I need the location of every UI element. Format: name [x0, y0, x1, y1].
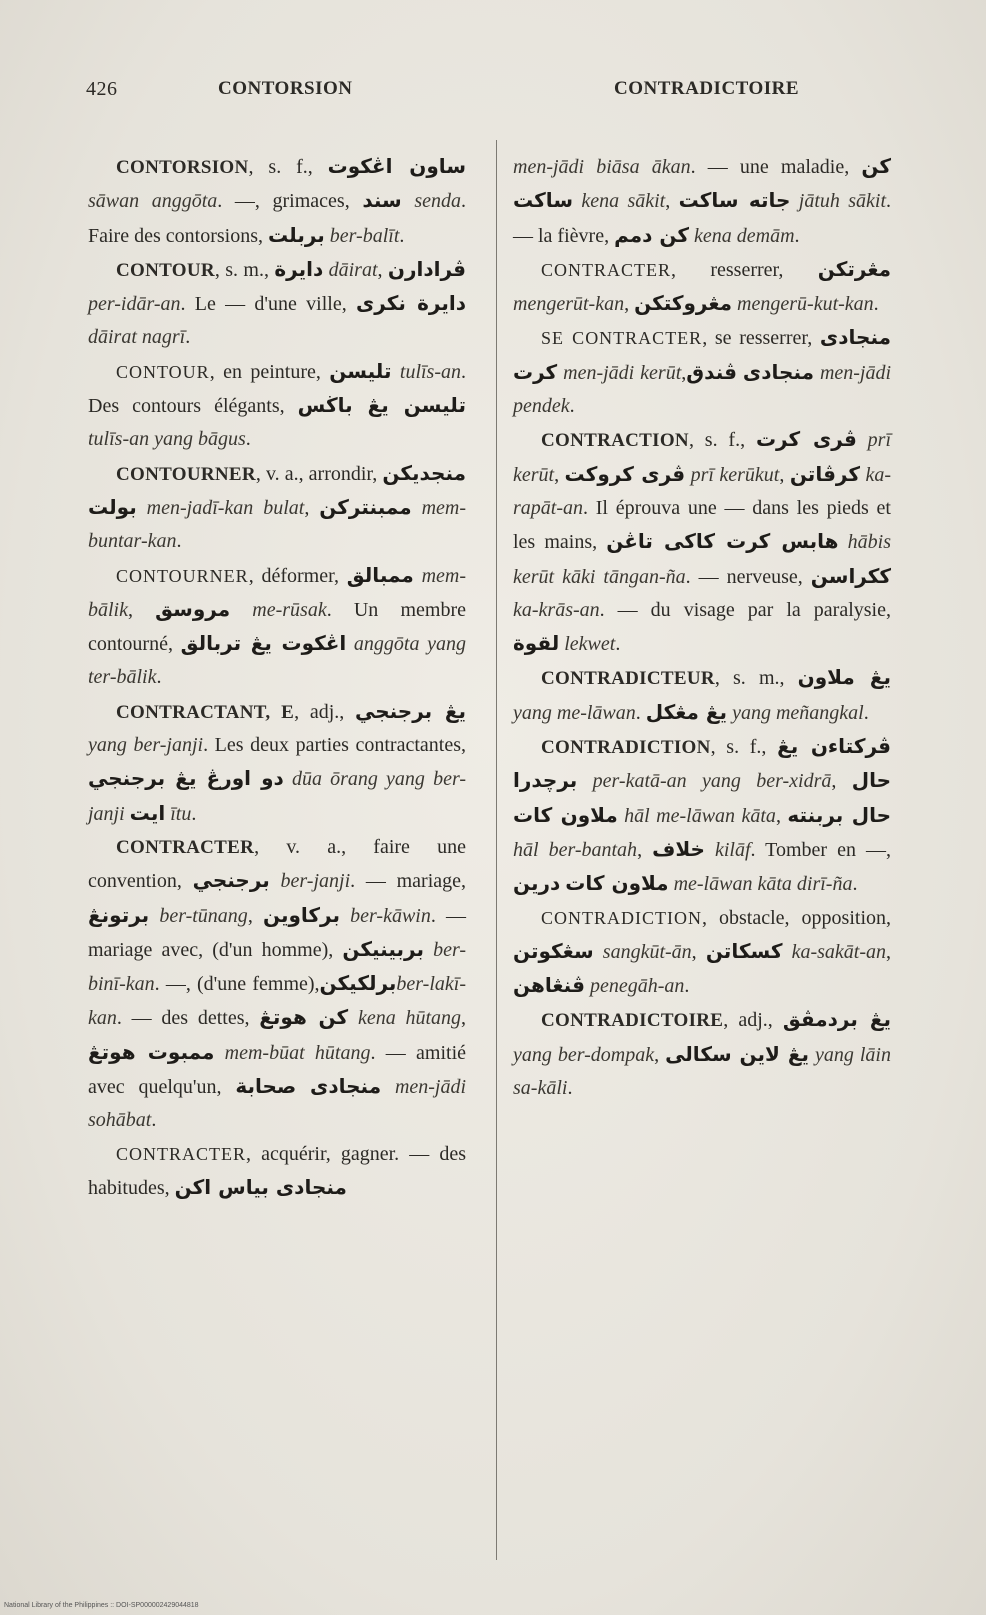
entry-text: ,	[831, 770, 852, 793]
transliteration: ber-kāwin	[350, 904, 431, 927]
transliteration: men-jādi pendek	[513, 361, 892, 418]
entry-text	[284, 768, 292, 790]
entry-text: ,	[637, 838, 653, 861]
jawi-text: تليسن يڠ باڬس	[297, 393, 466, 418]
entry-headword: CONTOURNER	[116, 463, 256, 485]
jawi-text: کسکاتن	[705, 938, 783, 963]
jawi-text: برلکيکن	[319, 971, 397, 996]
jawi-text: ايت	[129, 800, 166, 825]
transliteration: mem-būat hūtang	[224, 1041, 371, 1064]
entry-text: , adj.,	[723, 1009, 783, 1032]
transliteration: yang lāin sa-kāli	[513, 1043, 891, 1100]
dictionary-entry	[513, 661, 891, 730]
jawi-text: سڠکوتن	[513, 938, 594, 963]
entry-text: , v. a., arrondir,	[255, 462, 383, 485]
transliteration: mem-buntar-kan	[88, 496, 467, 553]
jawi-text: ڤنڠاهن	[513, 973, 585, 998]
entry-text: . Le — d'une ville,	[180, 293, 356, 316]
entry-text: , obstacle, opposition,	[702, 906, 891, 929]
entry-headword: CONTRACTANT, E	[116, 701, 295, 723]
transliteration: men-jādi sohābat	[88, 1076, 467, 1132]
jawi-text: دايرة نکری	[355, 291, 466, 316]
entry-subheadword: CONTRACTER	[541, 259, 672, 280]
dictionary-entry	[513, 150, 891, 253]
transliteration: ka-krās-an	[513, 598, 600, 621]
entry-text: .	[176, 530, 182, 553]
column-divider	[496, 140, 497, 1560]
entry-text: . Des contours élégants,	[88, 360, 467, 418]
jawi-text: ڤرکتاءن يڠ	[777, 734, 891, 759]
entry-text	[424, 939, 433, 961]
jawi-text: ڤرادارن	[387, 256, 466, 281]
jawi-text: يڠ لاين سکالی	[665, 1041, 810, 1066]
transliteration: senda	[414, 190, 462, 213]
entry-text: .	[569, 395, 575, 418]
entry-text: . Un membre contourné,	[88, 598, 466, 656]
jawi-text: کرڤاتن	[789, 461, 860, 486]
dictionary-entry	[88, 150, 466, 253]
entry-text: ,	[554, 463, 565, 486]
entry-text	[839, 531, 848, 553]
entry-text	[340, 905, 350, 927]
transliteration: per-katā-an yang ber-xidrā	[592, 770, 832, 793]
jawi-text: بربينيکن	[342, 936, 424, 961]
entry-text	[381, 1076, 395, 1098]
jawi-text: ساون اڠكوت	[327, 154, 466, 178]
entry-text: .	[245, 428, 251, 451]
transliteration: me-rūsak	[252, 598, 327, 621]
dictionary-entry	[513, 730, 891, 901]
transliteration: mengerū-kut-kan	[737, 293, 874, 316]
entry-text: . Les deux parties contractantes,	[203, 734, 466, 757]
transliteration: lekwet	[564, 633, 616, 656]
transliteration: prī kerūt	[513, 429, 892, 486]
entry-text	[402, 190, 415, 212]
entry-text: .	[794, 224, 800, 247]
jawi-text: مڠرتکن	[817, 256, 891, 281]
jawi-text: لقوة	[513, 631, 560, 656]
jawi-text: حال بربنته	[787, 802, 891, 827]
jawi-text: جاته ساکت	[678, 188, 791, 213]
entry-text	[348, 1007, 358, 1029]
entry-text: . — la fièvre,	[513, 190, 892, 247]
entry-text: , s. f.,	[688, 429, 756, 452]
entry-text	[214, 1042, 224, 1064]
transliteration: ber-binī-kan	[88, 938, 466, 996]
jawi-text: حال ملاون کات	[513, 768, 892, 827]
entry-text: .	[873, 293, 879, 316]
entry-text: .	[863, 701, 869, 724]
transliteration: yang me-lāwan	[513, 701, 636, 724]
transliteration: prī kerūkut	[690, 463, 780, 486]
entry-text: ,	[624, 293, 635, 316]
entry-text	[782, 941, 791, 963]
entry-text: ,	[304, 496, 320, 519]
entry-text: .	[151, 1109, 157, 1132]
transliteration: tulīs-an	[399, 360, 462, 383]
page-number: 426	[86, 78, 118, 100]
transliteration: men-jādi biāsa ākan	[513, 156, 691, 178]
transliteration: ītu	[170, 802, 192, 825]
transliteration: tulīs-an yang bāgus	[88, 428, 246, 451]
jawi-text: دو اورڠ يڠ برجنجي	[88, 766, 284, 791]
entry-text: . Il éprouva une — dans les pieds et les mains,	[513, 496, 891, 554]
entry-subheadword: CONTOUR	[116, 361, 210, 382]
entry-text	[790, 190, 798, 212]
entry-text: ,	[775, 804, 788, 827]
jawi-text: دايرة	[274, 256, 324, 281]
transliteration: me-lāwan kāta dirī-ña	[673, 873, 853, 896]
entry-text: ,	[681, 361, 687, 384]
entry-text: . Tomber en —,	[750, 838, 892, 861]
jawi-text: منجديکن بولت	[88, 460, 466, 519]
entry-text: . Faire des contorsions,	[88, 190, 467, 247]
entry-subheadword: CONTOURNER	[116, 565, 249, 586]
entry-text: , v. a., faire une convention,	[88, 835, 466, 893]
transliteration: men-jādi kerūt	[563, 361, 682, 384]
jawi-text: منجادی کرت	[513, 325, 891, 384]
entry-text	[230, 599, 252, 621]
entry-text: ,	[247, 904, 263, 927]
jawi-text: يڠ بردمڤق	[782, 1007, 892, 1032]
dictionary-entry	[513, 902, 891, 1004]
entry-text: , s. f.,	[248, 156, 328, 178]
jawi-text: درين	[513, 871, 561, 896]
jawi-text: برتونڠ	[88, 902, 150, 927]
jawi-text: ڤندق	[686, 359, 737, 384]
entry-text: . — amitié avec quelqu'un,	[88, 1041, 466, 1099]
transliteration: dūa ōrang yang ber-janji	[88, 768, 466, 825]
entry-text	[594, 941, 603, 963]
transliteration: ber-balīt	[329, 224, 400, 247]
entry-headword: CONTOUR	[116, 259, 215, 281]
transliteration: ka-rapāt-an	[513, 463, 891, 519]
transliteration: jātuh sākit	[798, 190, 887, 213]
jawi-text: ممبنترکن	[319, 494, 412, 519]
entry-text: ,	[654, 1043, 666, 1066]
entry-text: .	[156, 666, 162, 689]
entry-text	[391, 361, 399, 383]
transliteration: yang ber-janji	[88, 734, 204, 757]
entry-text: .	[684, 975, 690, 998]
entry-text: .	[852, 873, 858, 896]
entry-text: ,	[886, 940, 892, 963]
dictionary-entry	[88, 559, 466, 695]
jawi-text: ممبوت هوتڠ	[88, 1039, 215, 1064]
entry-text	[137, 497, 147, 519]
jawi-text: مڠروکتکن	[634, 291, 733, 316]
jawi-text: يڠ برجنجي	[354, 698, 466, 723]
entry-text: ,	[461, 1007, 467, 1030]
entry-text: . — mariage avec, (d'un homme),	[88, 904, 467, 961]
jawi-text: اڠكوت يڠ تربالق	[180, 631, 347, 656]
entry-text: . — nerveuse,	[685, 565, 811, 588]
transliteration: sāwan anggōta	[88, 190, 218, 213]
transliteration: sangkūt-ān	[602, 940, 692, 963]
entry-text: . — des dettes,	[116, 1007, 260, 1030]
entry-headword: CONTRACTER	[116, 836, 255, 858]
entry-subheadword: CONTRACTER	[116, 1143, 247, 1164]
entry-text: ,	[779, 463, 790, 486]
entry-text: .	[185, 326, 191, 349]
jawi-text: ڤری کرت	[755, 427, 857, 452]
jawi-text: سند	[362, 188, 402, 213]
transliteration: dāirat nagrī	[88, 326, 186, 349]
jawi-text: يڠ ملاون	[797, 665, 891, 690]
jawi-text: هابس کرت کاکی تاڠن	[606, 529, 839, 554]
entry-headword: CONTRADICTEUR	[541, 668, 715, 690]
entry-text: . — mariage,	[350, 870, 466, 893]
entry-text: , s. m.,	[214, 258, 275, 281]
entry-text	[414, 565, 422, 587]
entry-text: .	[635, 701, 646, 724]
dictionary-entry	[88, 355, 466, 457]
entry-subheadword: CONTRADICTION	[541, 907, 702, 928]
entry-text: , en peinture,	[209, 360, 330, 383]
entry-text	[296, 1076, 310, 1098]
jawi-text: منجادی بياس اکن	[174, 1174, 347, 1199]
entry-headword: CONTRADICTION	[541, 737, 711, 759]
transliteration: hābis kerūt kāki tāngan-ña	[513, 531, 891, 588]
entry-headword: CONTRADICTOIRE	[541, 1010, 724, 1032]
jawi-text: کن دمم	[614, 222, 689, 247]
dictionary-entry	[88, 831, 466, 1138]
dictionary-entry	[513, 321, 891, 423]
jawi-text: تليسن	[329, 358, 392, 383]
dictionary-entry	[88, 1138, 466, 1206]
entry-text: . — une maladie,	[690, 156, 862, 178]
entry-subheadword: SE CONTRACTER	[541, 328, 703, 349]
jawi-text: ممبالق	[346, 562, 414, 587]
jawi-text: بربلت	[267, 222, 325, 247]
jawi-text: يڠ مڠکل	[645, 699, 728, 724]
running-head	[0, 78, 986, 108]
footer-credit: National Library of the Philippines :: DOI-SP000002429044818	[4, 1602, 199, 1609]
entry-text: .	[399, 224, 405, 247]
transliteration: hāl me-lāwan kāta	[624, 804, 776, 827]
entry-text: , déformer,	[248, 564, 347, 587]
transliteration: kena hūtang	[357, 1007, 462, 1030]
jawi-text: ککراسن	[810, 563, 892, 588]
transliteration: kena demām	[694, 224, 795, 247]
entry-text: , s. m.,	[714, 667, 798, 690]
dictionary-entry	[513, 1003, 891, 1105]
entry-text	[346, 633, 354, 655]
dictionary-entry	[513, 423, 891, 661]
jawi-text: صحابة	[235, 1074, 297, 1099]
entry-text: ,	[691, 940, 706, 963]
entry-text: . — du visage par la paralysie,	[599, 598, 891, 621]
entry-text: , adj.,	[294, 700, 355, 723]
jawi-text: منجادی	[310, 1074, 382, 1099]
jawi-text: ڤری کروکت	[564, 461, 686, 486]
transliteration: ka-sakāt-an	[791, 940, 887, 963]
entry-text: .	[567, 1077, 573, 1100]
jawi-text: برجنجي	[192, 868, 270, 893]
jawi-text: کن هوتڠ	[259, 1005, 349, 1030]
entry-text: ,	[128, 598, 156, 621]
jawi-text: ملاون کات	[565, 871, 669, 896]
dictionary-entry	[88, 695, 466, 831]
jawi-text: منجادی	[742, 359, 814, 384]
transliteration: kena sākit	[581, 190, 666, 213]
transliteration: ber-tūnang	[159, 904, 248, 927]
transliteration: kilāf	[714, 838, 751, 861]
entry-text	[412, 497, 422, 519]
entry-text	[149, 905, 159, 927]
left-running-title: CONTORSION	[218, 78, 353, 99]
right-column	[513, 150, 891, 1105]
dictionary-entry	[88, 457, 466, 559]
entry-text	[705, 839, 715, 861]
entry-headword: CONTORSION	[116, 157, 249, 178]
entry-text: , se resserrer,	[702, 327, 820, 350]
entry-text	[270, 870, 281, 892]
entry-text: ,	[665, 190, 679, 213]
entry-text: , resserrer,	[671, 258, 818, 281]
entry-headword: CONTRACTION	[541, 430, 689, 452]
jawi-text: کن ساکت	[513, 154, 892, 213]
transliteration: anggōta yang ter-bālik	[88, 633, 466, 689]
entry-text: . —, grimaces,	[217, 190, 363, 213]
jawi-text: مروسق	[155, 596, 231, 621]
jawi-text: برچدرا	[513, 768, 578, 793]
transliteration: mem-bālik	[88, 564, 467, 621]
transliteration: yang ber-dompak	[513, 1043, 655, 1066]
dictionary-entry	[513, 253, 891, 322]
transliteration: dāirat	[328, 258, 378, 281]
entry-text: ,	[377, 258, 388, 281]
entry-text	[857, 429, 868, 451]
jawi-text: خلاف	[652, 836, 705, 861]
entry-text: .	[615, 633, 621, 656]
entry-text: . —, (d'une femme),	[154, 973, 320, 996]
entry-text	[577, 770, 592, 792]
dictionary-entry	[88, 253, 466, 355]
entry-text: .	[191, 802, 197, 825]
right-running-title: CONTRADICTOIRE	[614, 78, 800, 99]
transliteration: men-jadī-kan bulat	[146, 496, 305, 519]
left-column	[88, 150, 466, 1205]
entry-text: , acquérir, gagner. — des habitudes,	[88, 1142, 466, 1199]
entry-text: , s. f.,	[710, 736, 778, 759]
transliteration: ber-janji	[280, 870, 351, 893]
transliteration: ber-lakī-kan	[88, 973, 466, 1030]
transliteration: per-idār-an	[88, 293, 181, 316]
jawi-text: برکاوين	[262, 902, 340, 927]
transliteration: penegāh-an	[589, 975, 685, 998]
transliteration: mengerūt-kan	[513, 293, 625, 316]
transliteration: hāl ber-bantah	[513, 838, 638, 861]
transliteration: yang meñangkal	[732, 701, 864, 724]
